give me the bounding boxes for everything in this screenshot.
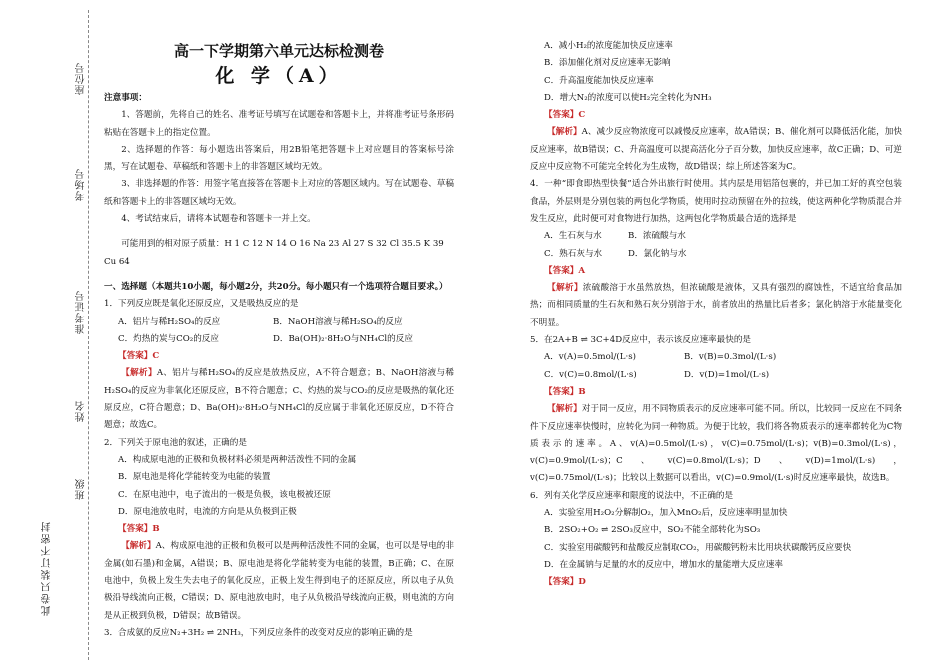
q4-option-d: D．氯化钠与水 xyxy=(628,248,687,259)
q1-options-row1 xyxy=(104,314,454,331)
q1-option-a: A．铝片与稀H₂SO₄的反应 xyxy=(118,316,221,327)
q1-option-b: B．NaOH溶液与稀H₂SO₄的反应 xyxy=(273,316,403,327)
section-heading: 一、选择题（本题共10小题，每小题2分，共20分。每小题只有一个选项符合题目要求。） xyxy=(104,281,448,292)
q6-stem: 6．列有关化学反应速率和限度的说法中，不正确的是 xyxy=(530,490,734,501)
q2-option-a: A．构成原电池的正极和负极材料必须是两种活泼性不同的金属 xyxy=(118,454,357,465)
q5-option-d: D．v(D)=1mol/(L·s) xyxy=(684,369,770,380)
q3-explanation: 【解析】A、减少反应物浓度可以减慢反应速率，故A错误；B、催化剂可以降低活化能，加快反应速率，故B错误；C、升高温度可以提高活化分子百分数，加快反应速率，故C正确；D、可逆反应中反应物不可能完全转化为生成物，故D错误；综上所述答案为C。 xyxy=(530,127,902,173)
class-label: 班级 xyxy=(76,478,87,500)
atomic-masses: 可能用到的相对原子质量：H 1 C 12 N 14 O 16 Na 23 Al 27 S 32 Cl 35.5 K 39 Cu 64 xyxy=(104,239,444,267)
q2-explanation: 【解析】A、构成原电池的正极和负极可以是两种活泼性不同的金属，也可以是导电的非金属(如石墨)和金属，A错误；B、原电池是将化学能转变为电能的装置，B正确；C、在原电池中，负极上发生失去电子的氧化反应，正极上发生得到电子的还原反应，所以电子从负极沿导线流向正极，C错误；D、原电池放电时，电子从负极沿导线流向正极，则电流的方向是从正极到负极，D错误；故B错误。 xyxy=(104,541,454,621)
q4-option-c: C．熟石灰与水 xyxy=(544,248,603,259)
q4-option-a: A．生石灰与水 xyxy=(544,231,602,242)
exam-room-label: 考场号 xyxy=(76,168,87,201)
q1-stem: 1．下列反应既是氧化还原反应，又是吸热反应的是 xyxy=(104,299,299,310)
notice-item: 2、选择题的作答：每小题选出答案后，用2B铅笔把答题卡上对应题目的答案标号涂黑，写在试题卷、草稿纸和答题卡上的非答题区域均无效。 xyxy=(104,144,454,173)
q6-option-a: A．实验室用H₂O₂分解制O₂，加入MnO₂后，反应速率明显加快 xyxy=(544,508,788,519)
q3-stem: 3．合成氨的反应N₂+3H₂ ⇌ 2NH₃，下列反应条件的改变对反应的影响正确的是 xyxy=(104,627,413,638)
q5-options-row2 xyxy=(530,367,902,384)
q6-option-c: C．实验室用碳酸钙和盐酸反应制取CO₂，用碳酸钙粉末比用块状碳酸钙反应要快 xyxy=(544,542,852,553)
q3-option-b: B．添加催化剂对反应速率无影响 xyxy=(544,58,671,69)
q1-explanation: 【解析】A、铝片与稀H₂SO₄的反应是放热反应，A不符合题意；B、NaOH溶液与稀H₂SO₄的反应为非氧化还原反应，B不符合题意；C、灼热的炭与CO₂的反应是吸热的氧化还原反应，C符合题意；D、Ba(OH)₂·8H₂O与NH₄Cl的反应属于非氧化还原反应，D不符合题意；故选C。 xyxy=(104,368,454,431)
notice-item: 3、非选择题的作答：用签字笔直接答在答题卡上对应的答题区域内。写在试题卷、草稿纸和答题卡上的非答题区域均无效。 xyxy=(104,179,454,207)
q5-stem: 5．在2A+B ⇌ 3C+4D反应中，表示该反应速率最快的是 xyxy=(530,335,752,346)
q4-explanation: 【解析】浓硫酸溶于水虽然放热，但浓硫酸是液体，又具有强烈的腐蚀性，不适宜给食品加热；而相同质量的生石灰和熟石灰分别溶于水，前者放出的热量比后者多；氯化钠溶于水能量变化不明显。 xyxy=(530,283,902,328)
q1-option-c: C．灼热的炭与CO₂的反应 xyxy=(118,333,219,344)
q1-option-d: D．Ba(OH)₂·8H₂O与NH₄Cl的反应 xyxy=(273,333,413,344)
exam-subject: 化 学（A） xyxy=(215,65,343,87)
q5-answer: 【答案】B xyxy=(544,386,586,397)
q3-option-c: C．升高温度能加快反应速率 xyxy=(544,75,654,86)
q6-option-d: D．在金属钠与足量的水的反应中，增加水的量能增大反应速率 xyxy=(544,559,783,570)
q1-answer: 【答案】C xyxy=(118,351,160,362)
q6-option-b: B．2SO₂+O₂ ⇌ 2SO₃反应中，SO₂不能全部转化为SO₃ xyxy=(544,525,761,536)
exam-title: 高一下学期第六单元达标检测卷 xyxy=(173,42,384,60)
q3-option-d: D．增大N₂的浓度可以使H₂完全转化为NH₃ xyxy=(544,92,712,103)
q2-stem: 2．下列关于原电池的叙述，正确的是 xyxy=(104,437,247,448)
q2-answer: 【答案】B xyxy=(118,524,160,535)
q4-option-b: B．浓硫酸与水 xyxy=(628,231,686,242)
q4-answer: 【答案】A xyxy=(544,265,586,276)
q1-options-row2 xyxy=(104,331,454,348)
q2-option-b: B．原电池是将化学能转变为电能的装置 xyxy=(118,472,271,483)
notice-heading: 注意事项： xyxy=(104,93,147,103)
seal-note: 此卷只装订不密封 xyxy=(42,520,53,616)
q2-option-d: D．原电池放电时，电流的方向是从负极到正极 xyxy=(118,506,297,517)
q4-stem: 4．一种“即食即热型快餐”适合外出旅行时使用。其内层是用铝箔包裹的，并已加工好的真空包装食品，外层则是分别包装的两包化学物质，使用时拉动预留在外的拉线，使这两种化学物质混合并发生反应，此时便可对食物进行加热，这两包化学物质最合适的选择是 xyxy=(530,179,902,224)
left-column xyxy=(104,40,454,642)
notice-item: 4、考试结束后，请将本试题卷和答题卡一并上交。 xyxy=(121,214,316,225)
q5-option-b: B．v(B)=0.3mol/(L·s) xyxy=(684,352,777,363)
name-label: 姓名 xyxy=(76,400,87,422)
q3-option-a: A．减小H₂的浓度能加快反应速率 xyxy=(544,41,673,51)
binding-line xyxy=(88,10,89,660)
q5-option-a: A．v(A)=0.5mol/(L·s) xyxy=(544,352,636,363)
q5-option-c: C．v(C)=0.8mol/(L·s) xyxy=(544,369,637,380)
q3-answer: 【答案】C xyxy=(544,110,586,121)
q6-answer: 【答案】D xyxy=(544,577,586,588)
q4-options-row1 xyxy=(530,228,902,245)
right-column xyxy=(530,38,902,592)
answer-tag: 【答案】 xyxy=(118,351,153,362)
notice-item: 1、答题前，先将自己的姓名、准考证号填写在试题卷和答题卡上，并将准考证号条形码粘贴在答题卡上的指定位置。 xyxy=(104,110,454,138)
q2-option-c: C．在原电池中，电子流出的一极是负极，该电极被还原 xyxy=(118,489,331,500)
q5-explanation: 【解析】对于同一反应，用不同物质表示的反应速率可能不同。所以，比较同一反应在不同条件下反应速率快慢时，应转化为同一种物质。为便于比较，我们将各物质表示的速率都转化为C物质表示的速率。A、v(A)=0.5mol/(L·s)，v(C)=0.75mol/(L·s)；v(B)=0.3mol/(L·s)，v(C)=0.9mol/(L·s)；C、v(C)=0.8mol/(L·s)；D、v(D)=1mol/(L·s)，v(C)=0.75mol/(L·s)；比较以上数据可以看出，v(C)=0.9mol/(L·s)时反应速率最快，故选B。 xyxy=(530,404,902,484)
q4-options-row2 xyxy=(530,246,902,263)
ticket-label: 准考证号 xyxy=(76,290,87,334)
q5-options-row1 xyxy=(530,349,902,366)
seat-label: 座位号 xyxy=(76,62,87,95)
